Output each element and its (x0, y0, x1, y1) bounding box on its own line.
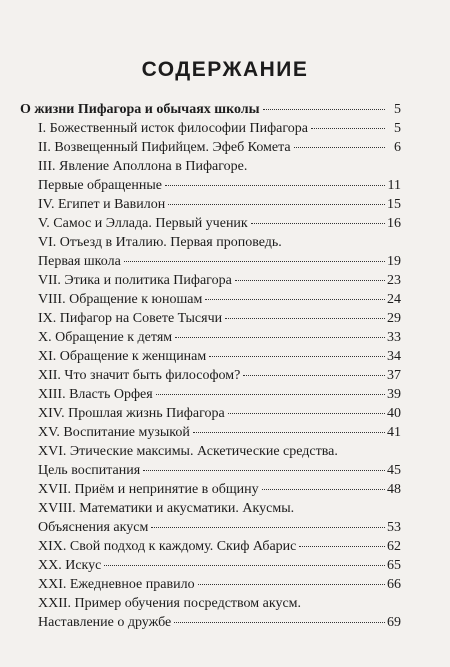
toc-page-number: 24 (387, 292, 401, 307)
dot-leader (235, 280, 385, 281)
toc-line (38, 309, 450, 328)
toc-entry[interactable] (0, 157, 450, 195)
dot-leader (263, 109, 385, 110)
toc-line (38, 575, 450, 594)
toc-entry[interactable] (0, 119, 450, 138)
toc-line (38, 176, 450, 195)
toc-entry[interactable] (0, 138, 450, 157)
toc-entry[interactable] (0, 556, 450, 575)
toc-line (38, 138, 450, 157)
dot-leader (165, 185, 385, 186)
toc-entry-label: Первая школа (38, 254, 121, 269)
toc-entry-label: Цель воспитания (38, 463, 141, 478)
toc-entry-label-line: III. Явление Аполлона в Пифагоре. (38, 159, 248, 174)
toc-entry-label: XII. Что значит быть философом? (38, 368, 241, 383)
toc-line (38, 328, 450, 347)
page-title: СОДЕРЖАНИЕ (141, 58, 309, 81)
dot-leader (198, 584, 385, 585)
toc-page-number: 6 (394, 140, 401, 155)
toc-entry[interactable] (0, 537, 450, 556)
chapter-list (0, 119, 450, 632)
toc-entry-label-line: XVIII. Математики и акусматики. Акусмы. (38, 501, 295, 516)
dot-leader (193, 432, 385, 433)
toc-line (38, 271, 450, 290)
toc-line (38, 385, 450, 404)
toc-line (38, 214, 450, 233)
toc-entry[interactable] (0, 271, 450, 290)
toc-line (38, 461, 450, 480)
toc-line (38, 290, 450, 309)
toc-line (38, 119, 450, 138)
toc-entry-label: XV. Воспитание музыкой (38, 425, 190, 440)
toc-page-number: 16 (387, 216, 401, 231)
toc-entry-label: IX. Пифагор на Совете Тысячи (38, 311, 223, 326)
toc-page-number: 62 (387, 539, 401, 554)
dot-leader (156, 394, 385, 395)
toc-page-number: 53 (387, 520, 401, 535)
toc-entry-label-line: VI. Отъезд в Италию. Первая проповедь. (38, 235, 282, 250)
toc-entry[interactable] (0, 328, 450, 347)
dot-leader (151, 527, 385, 528)
dot-leader (143, 470, 385, 471)
dot-leader (225, 318, 385, 319)
toc-line (38, 404, 450, 423)
toc-entry[interactable] (0, 404, 450, 423)
toc-entry-label: X. Обращение к детям (38, 330, 173, 345)
toc-line (38, 537, 450, 556)
toc-entry[interactable] (0, 423, 450, 442)
toc-line (38, 195, 450, 214)
toc-main-entry[interactable] (0, 100, 450, 119)
dot-leader (104, 565, 385, 566)
toc-entry-label: XVII. Приём и непринятие в общину (38, 482, 259, 497)
toc-entry-label: XIV. Прошлая жизнь Пифагора (38, 406, 225, 421)
toc-page-number: 5 (394, 102, 401, 117)
toc-page-number: 69 (387, 615, 401, 630)
toc-page-number: 19 (387, 254, 401, 269)
toc-entry-label: XI. Обращение к женщинам (38, 349, 207, 364)
toc-entry[interactable] (0, 442, 450, 480)
toc-page-number: 34 (387, 349, 401, 364)
toc-entry-label-line: XXII. Пример обучения посредством акусм. (38, 596, 302, 611)
toc-entry-label: Объяснения акусм (38, 520, 149, 535)
toc-line (38, 423, 450, 442)
toc-entry-label: V. Самос и Эллада. Первый ученик (38, 216, 248, 231)
toc-entry[interactable] (0, 195, 450, 214)
toc-page-number: 45 (387, 463, 401, 478)
dot-leader (174, 622, 385, 623)
toc-entry-label: VIII. Обращение к юношам (38, 292, 203, 307)
toc-page-number: 65 (387, 558, 401, 573)
toc-line (38, 366, 450, 385)
dot-leader (251, 223, 385, 224)
dot-leader (205, 299, 385, 300)
toc-page-number: 66 (387, 577, 401, 592)
toc-entry[interactable] (0, 309, 450, 328)
toc-entry[interactable] (0, 366, 450, 385)
toc-line (38, 518, 450, 537)
toc-page-number: 29 (387, 311, 401, 326)
dot-leader (262, 489, 385, 490)
toc-entry-label: VII. Этика и политика Пифагора (38, 273, 232, 288)
toc-entry-label: I. Божественный исток философии Пифагора (38, 121, 308, 136)
toc-entry[interactable] (0, 499, 450, 537)
toc-entry[interactable] (0, 385, 450, 404)
dot-leader (124, 261, 385, 262)
toc-page-number: 33 (387, 330, 401, 345)
toc-page-number: 41 (387, 425, 401, 440)
toc-line (38, 556, 450, 575)
toc-entry-label: Наставление о дружбе (38, 615, 172, 630)
toc-entry[interactable] (0, 594, 450, 632)
toc-main-label: О жизни Пифагора и обычаях школы (20, 102, 260, 117)
toc-entry[interactable] (0, 480, 450, 499)
toc-entry-label: II. Возвещенный Пифийцем. Эфеб Комета (38, 140, 291, 155)
dot-leader (175, 337, 385, 338)
toc-entry-label: XIII. Власть Орфея (38, 387, 153, 402)
toc-entry-label-line: XVI. Этические максимы. Аскетические средства. (38, 444, 338, 459)
table-of-contents (0, 100, 450, 632)
toc-entry-label: IV. Египет и Вавилон (38, 197, 166, 212)
toc-page-number: 37 (387, 368, 401, 383)
toc-entry-label: Первые обращенные (38, 178, 162, 193)
toc-page-number: 40 (387, 406, 401, 421)
toc-entry[interactable] (0, 347, 450, 366)
toc-entry-label: XXI. Ежедневное правило (38, 577, 195, 592)
toc-entry[interactable] (0, 575, 450, 594)
toc-page-number: 11 (387, 178, 401, 193)
toc-page-number: 23 (387, 273, 401, 288)
toc-page-number: 15 (387, 197, 401, 212)
dot-leader (168, 204, 385, 205)
toc-entry[interactable] (0, 214, 450, 233)
dot-leader (209, 356, 385, 357)
dot-leader (228, 413, 385, 414)
toc-page-number: 39 (387, 387, 401, 402)
toc-line (38, 252, 450, 271)
toc-entry-label: XIX. Свой подход к каждому. Скиф Абарис (38, 539, 297, 554)
toc-page-number: 5 (394, 121, 401, 136)
toc-entry[interactable] (0, 233, 450, 271)
toc-page-number: 48 (387, 482, 401, 497)
toc-line (38, 613, 450, 632)
toc-entry-label: XX. Искус (38, 558, 102, 573)
dot-leader (243, 375, 385, 376)
toc-line (38, 480, 450, 499)
toc-line (38, 347, 450, 366)
toc-entry[interactable] (0, 290, 450, 309)
toc-line (0, 100, 450, 119)
